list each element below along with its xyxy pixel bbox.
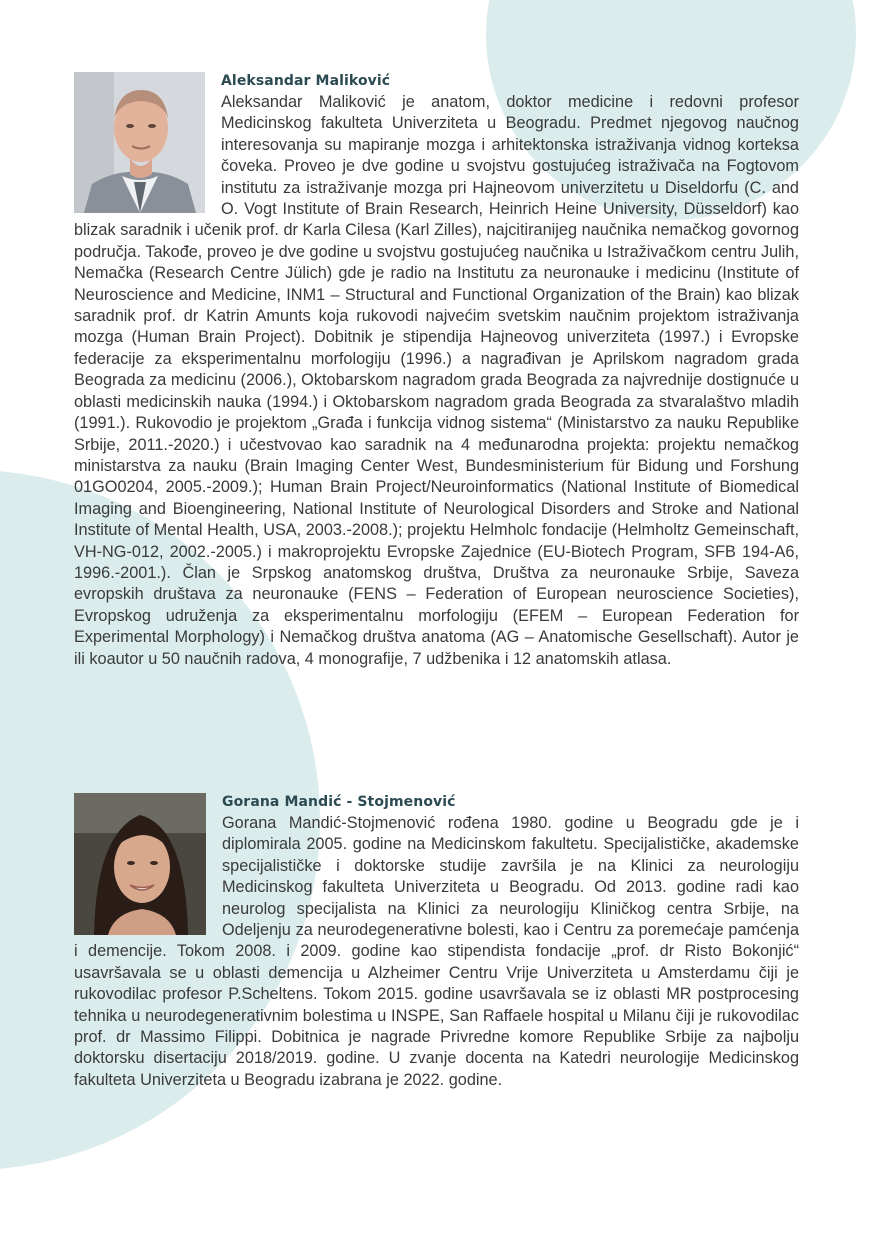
profile-name: Aleksandar Maliković: [221, 73, 391, 89]
profile-photo-malikovic: [74, 72, 205, 213]
profile-malikovic: [74, 72, 799, 670]
profile-mandic-stojmenovic: [74, 793, 799, 1091]
profile-bio: Aleksandar Maliković je anatom, doktor medicine i redovni profesor Medicinskog fakulteta Univerziteta u Beogradu. Predmet njegovog naučnog interesovanja su mapiranje mozga i arhitektonska istraživanja vidnog korteksa čoveka. Proveo je dve godine u svojstvu gostujućeg istraživača na Fogtovom institutu za istraživanje mozga pri Hajneovom univerzitetu u Diseldorfu (C. and O. Vogt Institute of Brain Research, Heinrich Heine University, Düsseldorf) kao blizak saradnik i učenik prof. dr Karla Cilesa (Karl Zilles), najcitiranijeg naučnika nemačkog govornog područja. Takođe, proveo je dve godine u svojstvu gostujućeg naučnika u Istraživačkom centru Julih, Nemačka (Research Centre Jülich) gde je radio na Institutu za neuronauke i medicinu (Institute of Neuroscience and Medicine, INM1 – Structural and Functional Organization of the Brain) kao blizak saradnik prof. dr Katrin Amunts koja rukovodi najvećim svetskim naučnim projektom istraživanja mozga (Human Brain Project). Dobitnik je stipendija Hajneovog univerziteta (1997.) i Evropske federacije za eksperimentalnu morfologiju (1996.) a nagrađivan je Aprilskom nagradom grada Beograda za medicinu (2006.), Oktobarskom nagradom grada Beograda za najvrednije dostignuće u oblasti medicinskih nauka (1994.) i Oktobarskom nagradom grada Beograda za stvaralaštvo mladih (1991.). Rukovodio je projektom „Građa i funkcija vidnog sistema“ (Ministarstvo za nauku Republike Srbije, 2011.-2020.) i učestvovao kao saradnik na 4 međunarodna projekta: projektu nemačkog ministarstva za nauku (Brain Imaging Center West, Bundesministerium für Bidung und Forshung 01GO0204, 2005.-2009.); Human Brain Project/Neuroinformatics (National Institute of Biomedical Imaging and Bioengineering, National Institute of Neurological Disorders and Stroke and National Institute of Mental Health, USA, 2003.-2008.); projektu Helmholc fondacije (Helmholtz Gemeinschaft, VH-NG-012, 2002.-2005.) i makroprojektu Evropske Zajednice (EU-Biotech Program, SFB 194-A6, 1996.-2001.). Član je Srpskog anatomskog društva, Društva za neuronauke Srbije, Saveza evropskih društava za neuronauke (FENS – Federation of European neuroscience Societies), Evropskog udruženja za eksperimentalnu morfologiju (EFEM – European Federation for Experimental Morphology) i Nemačkog društva anatoma (AG – Anatomische Gesellschaft). Autor je ili koautor u 50 naučnih radova, 4 monografije, 7 udžbenika i 12 anatomskih atlasa.: [74, 93, 799, 668]
profile-bio: Gorana Mandić-Stojmenović rođena 1980. godine u Beogradu gde je i diplomirala 2005. godine na Medicinskom fakultetu. Specijalističke, akademske specijalističke i doktorske studije završila je na Klinici za neurologiju Medicinskog fakulteta Univerziteta u Beogradu. Od 2013. godine radi kao neurolog specijalista na Klinici za neurologiju Kliničkog centra Srbije, na Odeljenju za neurodegenerativne bolesti, kao i Centru za poremećaje pamćenja i demencije. Tokom 2008. i 2009. godine kao stipendista fondacije „prof. dr Risto Bokonjić“ usavršavala se u oblasti demencija u Alzheimer Centru Vrije Univerziteta u Amsterdamu čiji je rukovodilac profesor P.Scheltens. Tokom 2015. godine usavršavala se iz oblasti MR postprocesing tehnika u neurodegenerativnim bolestima u INSPE, San Raffaele hospital u Milanu čiji je rukovodilac prof. dr Massimo Filippi. Dobitnica je nagrade Privredne komore Republike Srbije za najbolju doktorsku disertaciju 2018/2019. godine. U zvanje docenta na Katedri neurologije Medicinskog fakulteta Univerziteta u Beogradu izabrana je 2022. godine.: [74, 814, 799, 1089]
profile-photo-mandic-stojmenovic: [74, 793, 206, 935]
profile-name: Gorana Mandić - Stojmenović: [222, 794, 456, 810]
